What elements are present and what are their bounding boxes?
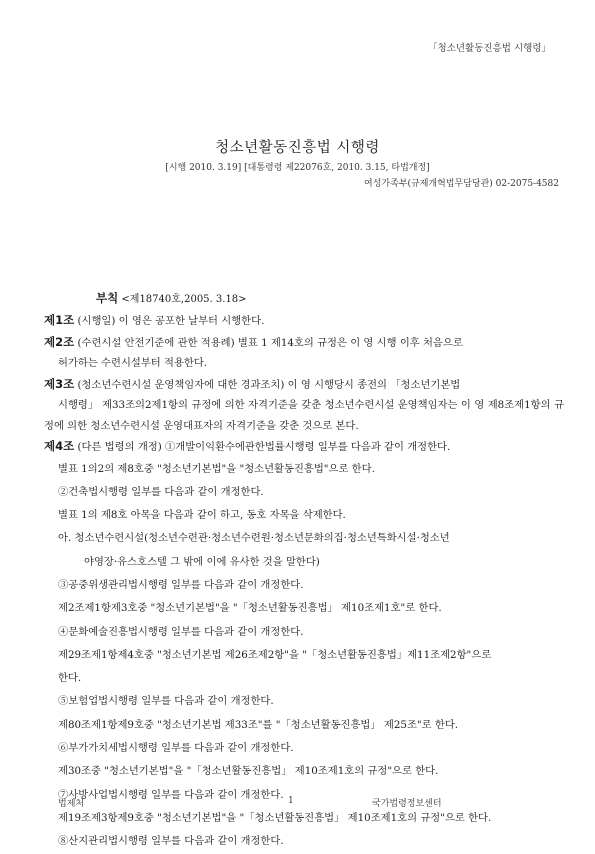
- amendment-line: 한다.: [58, 672, 82, 685]
- article-continuation: 허가하는 수련시설부터 적용한다.: [58, 357, 208, 369]
- article-text: (시행일) 이 영은 공포한 날부터 시행한다.: [77, 315, 265, 327]
- article-continuation: 시행령」 제33조의2제1항의 규정에 의한 자격기준을 갖춘 청소년수련시설 운영책임자는 이 영 제8조제1항의 규정에 의한 청소년수련시설 운영대표자의 자격기준을 갖춘 것으로 본다.: [44, 399, 564, 432]
- running-header: 「청소년활동진흥법 시행령」: [428, 43, 551, 54]
- footer-source: 국가법령정보센터: [372, 799, 442, 809]
- amendment-line: ⑧산지관리법시행령 일부를 다음과 같이 개정한다.: [58, 835, 284, 848]
- article-text: (청소년수련시설 운영책임자에 대한 경과조치) 이 영 시행당시 종전의 「청소년기본법: [77, 378, 461, 391]
- footer-publisher: 법제처: [58, 799, 85, 809]
- amendment-line: ⑤보험업법시행령 일부를 다음과 같이 개정한다.: [58, 695, 274, 708]
- article-number: 제3조: [44, 376, 75, 391]
- document-title: 청소년활동진흥법 시행령: [215, 140, 380, 156]
- amendment-line: 별표 1의 제8호 아목을 다음과 같이 하고, 동호 자목을 삭제한다.: [58, 509, 346, 522]
- amendment-line: ⑥부가가치세법시행령 일부를 다음과 같이 개정한다.: [58, 742, 294, 755]
- article-number: 제4조: [44, 439, 75, 453]
- addenda-heading: [96, 290, 564, 306]
- article-4: [44, 436, 564, 458]
- amendment-line: 아. 청소년수련시설(청소년수련관·청소년수련원·청소년문화의집·청소년특화시설·청소년: [58, 532, 450, 545]
- article-number: 제2조: [44, 334, 75, 349]
- page-number: 1: [288, 796, 294, 806]
- amendment-line: ③공중위생관리법시행령 일부를 다음과 같이 개정한다.: [58, 578, 304, 591]
- addenda-label: 부칙: [96, 291, 119, 305]
- article-text: (수련시설 안전기준에 관한 적용례) 별표 1 제14호의 규정은 이 영 시행 이후 처음으로: [77, 336, 463, 349]
- addenda-ref: <제18740호,2005. 3.18>: [121, 294, 247, 305]
- amendment-line: 제30조중 "청소년기본법"을 "「청소년활동진흥법」 제10조제1호의 규정"으로 한다.: [58, 765, 439, 778]
- amendment-line: 제29조제1항제4호중 "청소년기본법 제26조제2항"을 "「청소년활동진흥법」제11조제2항"으로: [58, 648, 492, 661]
- amendment-line: 별표 1의2의 제8호중 "청소년기본법"을 "청소년활동진흥법"으로 한다.: [58, 462, 375, 475]
- ministry-contact: 여성가족부(규제개혁법무담당관) 02-2075-4582: [364, 179, 559, 189]
- amendment-line: 제2조제1항제3호중 "청소년기본법"을 "「청소년활동진흥법」 제10조제1호"로 한다.: [58, 602, 442, 615]
- enforcement-info: [시행 2010. 3.19] [대통령령 제22076호, 2010. 3.15, 타법개정]: [165, 163, 430, 173]
- article-1: [44, 310, 564, 332]
- article-3: [44, 374, 564, 437]
- document-body: [44, 290, 564, 854]
- amendment-line: ④문화예술진흥법시행령 일부를 다음과 같이 개정한다.: [58, 625, 304, 638]
- article-number: 제1조: [44, 313, 75, 327]
- amendment-line: ⑦사방사업법시행령 일부를 다음과 같이 개정한다.: [58, 788, 284, 801]
- amendment-line: ②건축법시행령 일부를 다음과 같이 개정한다.: [58, 485, 264, 498]
- amendment-line: 제19조제3항제9호중 "청소년기본법"을 "「청소년활동진흥법」 제10조제1호의 규정"으로 한다.: [58, 811, 492, 824]
- amendment-line: 야영장·유스호스텔 그 밖에 이에 유사한 것을 말한다): [84, 555, 320, 568]
- amendment-line: 제80조제1항제9호중 "청소년기본법 제33조"를 "「청소년활동진흥법」 제25조"로 한다.: [58, 718, 459, 731]
- article-text: (다른 법령의 개정) ①개발이익환수에관한법률시행령 일부를 다음과 같이 개정한다.: [77, 441, 451, 453]
- article-2: [44, 332, 564, 374]
